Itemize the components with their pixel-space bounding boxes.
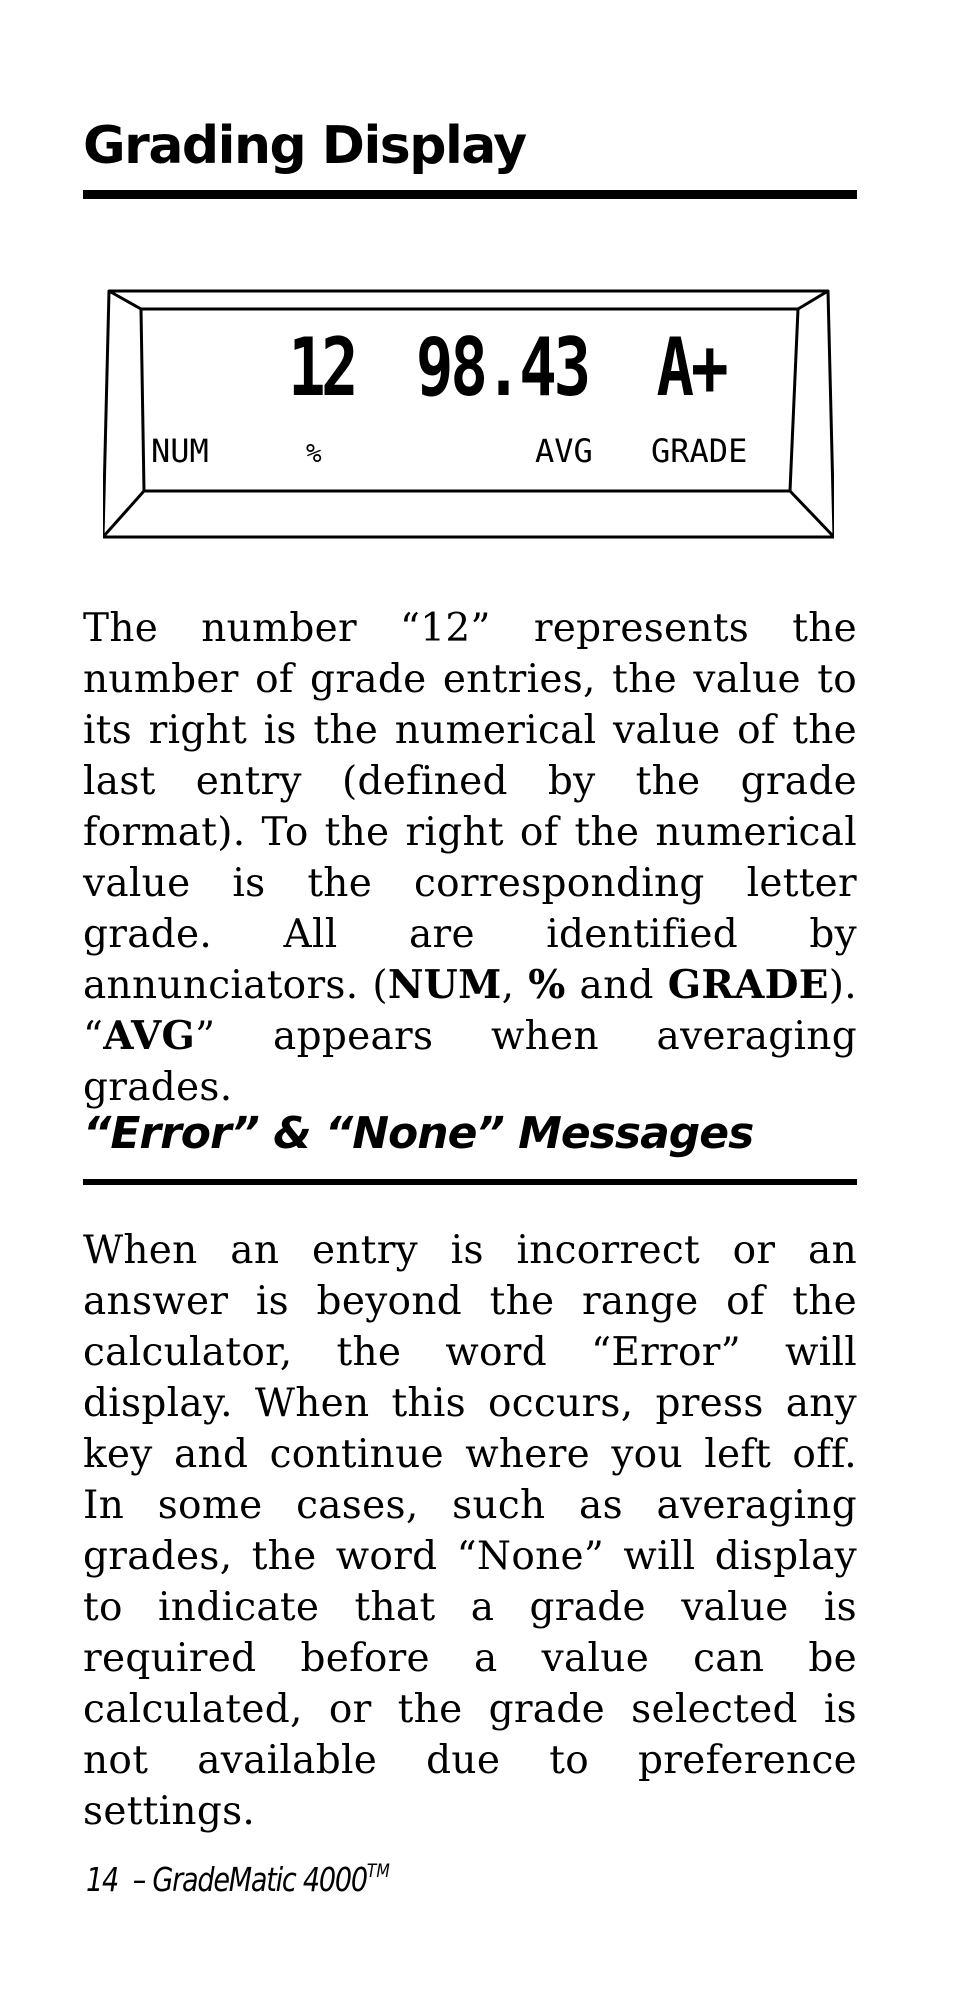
- annunciator-num: NUM: [151, 432, 209, 470]
- page-number: 14: [86, 1860, 118, 1899]
- annunciator-grade: GRADE: [651, 432, 748, 470]
- bezel-corner-bl: [103, 491, 144, 537]
- error-messages-paragraph: When an entry is incorrect or an answer is beyond the range of the calculator, the word “Error” will display. When this occurs, press any key and continue where you left off. In some cases, such as averaging grades, the word “None” will display to indicate that a grade value is required before a value can be calculated, or the grade selected is not available due to preference settings.: [83, 1228, 857, 1834]
- section-rule-1: [83, 190, 857, 199]
- avg-annunciator-ref: AVG: [103, 1013, 196, 1059]
- grading-display-paragraph: The number “12” represents the number of grade entries, the value to its right is the numerical value of the last entry (defined by the grade format). To the right of the numerical value is the corresponding letter grade. All are identified by annunciators. (NUM, % and GRADE). “AVG” appears when averaging grades.: [83, 606, 857, 1110]
- page-footer: [86, 1860, 390, 1899]
- lcd-count-value: 12: [288, 320, 354, 414]
- trademark-symbol: TM: [366, 1860, 390, 1882]
- bezel-corner-tl: [109, 291, 141, 309]
- bezel-corner-tr: [798, 291, 828, 309]
- num-annunciator-ref: NUM: [387, 962, 502, 1008]
- percent-annunciator-ref: %: [528, 962, 566, 1008]
- section-title-grading-display: Grading Display: [83, 116, 526, 176]
- section-rule-2: [83, 1179, 857, 1185]
- lcd-percent-value: 98.43: [415, 320, 589, 414]
- annunciator-avg: AVG: [535, 432, 593, 470]
- lcd-display-illustration: [103, 287, 834, 541]
- grade-annunciator-ref: GRADE: [667, 962, 829, 1008]
- section-title-error-none: “Error” & “None” Messages: [83, 1108, 754, 1159]
- annunciator-percent: %: [306, 439, 322, 469]
- bezel-corner-br: [790, 491, 834, 537]
- product-name: – GradeMatic 4000: [132, 1860, 367, 1899]
- lcd-letter-grade: A+: [656, 320, 726, 414]
